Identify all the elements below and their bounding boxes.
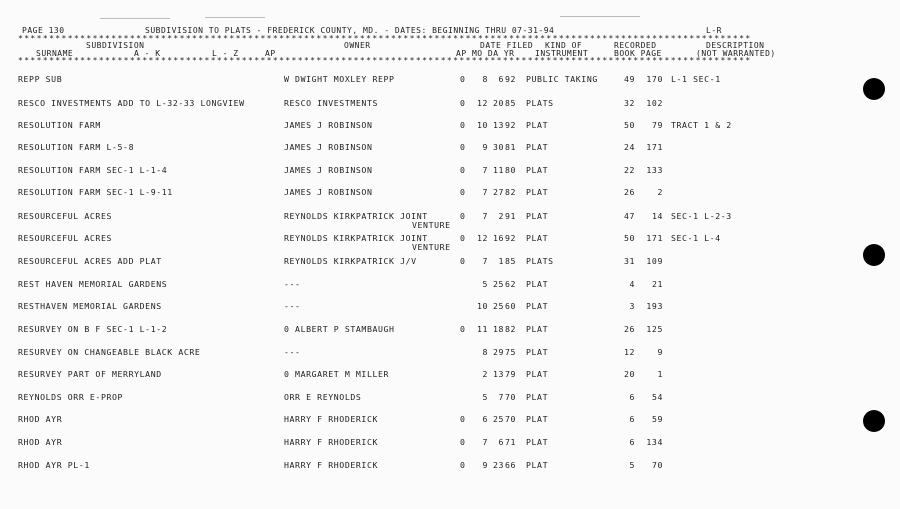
day-filed: 23 [492,460,504,470]
table-row [0,280,860,290]
year-filed: 60 [505,301,517,311]
month-filed: 7 [482,437,488,447]
instrument-kind: PLAT [526,324,549,334]
table-row [0,415,860,425]
page-number-ref: 125 [646,324,663,334]
table-row [0,302,860,312]
page-number-ref: 134 [646,437,663,447]
table-row [0,393,860,403]
page-number-ref: 21 [651,279,663,289]
owner-name: JAMES J ROBINSON [284,120,373,130]
table-row [0,370,860,380]
book-number: 6 [629,437,635,447]
owner-name: HARRY F RHODERICK [284,437,378,447]
col-recorded: RECORDED [614,41,657,50]
subdivision-name: RHOD AYR [18,437,63,447]
year-filed: 92 [505,233,517,243]
col-ap: AP [265,49,276,58]
page-number-ref: 102 [646,98,663,108]
book-number: 24 [623,142,635,152]
owner-name: JAMES J ROBINSON [284,142,373,152]
page-number-ref: 171 [646,233,663,243]
instrument-kind: PLAT [526,301,549,311]
instrument-kind: PLAT [526,392,549,402]
col-ap-mo-da-yr: AP MO DA YR [456,49,515,58]
table-row [0,438,860,448]
col-kind-of: KIND OF [545,41,583,50]
day-filed: 13 [492,120,504,130]
year-filed: 66 [505,460,517,470]
scan-smudge [205,17,265,18]
col-book-page: BOOK PAGE [614,49,662,58]
subdivision-name: RESURVEY PART OF MERRYLAND [18,369,162,379]
owner-name-continued: VENTURE [412,220,451,230]
table-row [0,75,860,85]
owner-name: HARRY F RHODERICK [284,460,378,470]
ap-code: 0 [460,233,466,243]
subdivision-name: RESURVEY ON CHANGEABLE BLACK ACRE [18,347,201,357]
ap-code: 0 [460,437,466,447]
book-number: 26 [623,324,635,334]
page-number-ref: 54 [651,392,663,402]
col-instrument: INSTRUMENT [535,49,589,58]
month-filed: 10 [476,301,488,311]
day-filed: 7 [498,392,504,402]
page-number-ref: 9 [657,347,663,357]
punch-hole [863,244,885,266]
instrument-kind: PLAT [526,460,549,470]
range-label: L-R [706,26,722,35]
instrument-kind: PLAT [526,165,549,175]
book-number: 31 [623,256,635,266]
table-row [0,461,860,471]
year-filed: 91 [505,211,517,221]
month-filed: 5 [482,279,488,289]
subdivision-name: RESOLUTION FARM SEC-1 L-9-11 [18,187,173,197]
table-row [0,211,860,230]
book-number: 50 [623,120,635,130]
day-filed: 11 [492,165,504,175]
table-row [0,188,860,198]
book-number: 32 [623,98,635,108]
subdivision-name: RHOD AYR [18,414,63,424]
year-filed: 79 [505,369,517,379]
day-filed: 16 [492,233,504,243]
owner-name: --- [284,301,301,311]
year-filed: 81 [505,142,517,152]
page-number-ref: 1 [657,369,663,379]
report-title: SUBDIVISION TO PLATS - FREDERICK COUNTY, MD. - DATES: BEGINNING THRU 07-31-94 [145,26,555,35]
instrument-kind: PLAT [526,233,549,243]
book-number: 3 [629,301,635,311]
instrument-kind: PLAT [526,187,549,197]
scan-smudge [560,16,640,17]
table-row [0,121,860,131]
col-l-z: L - Z [212,49,239,58]
subdivision-name: RESOURCEFUL ACRES ADD PLAT [18,256,162,266]
col-owner: OWNER [344,41,371,50]
ap-code: 0 [460,74,466,84]
ap-code: 0 [460,120,466,130]
book-number: 5 [629,460,635,470]
instrument-kind: PLAT [526,279,549,289]
col-a-k: A - K [134,49,161,58]
ap-code: 0 [460,414,466,424]
month-filed: 5 [482,392,488,402]
month-filed: 7 [482,256,488,266]
owner-name: HARRY F RHODERICK [284,414,378,424]
year-filed: 62 [505,279,517,289]
ap-code: 0 [460,187,466,197]
col-not-warranted: (NOT WARRANTED) [696,49,776,58]
month-filed: 9 [482,142,488,152]
page-number-ref: 2 [657,187,663,197]
subdivision-name: REPP SUB [18,74,63,84]
month-filed: 8 [482,74,488,84]
day-filed: 2 [498,211,504,221]
book-number: 6 [629,414,635,424]
owner-name: JAMES J ROBINSON [284,187,373,197]
ap-code: 0 [460,324,466,334]
day-filed: 20 [492,98,504,108]
subdivision-name: RESOURCEFUL ACRES [18,211,112,221]
day-filed: 25 [492,414,504,424]
book-number: 47 [623,211,635,221]
table-row [0,233,860,252]
month-filed: 10 [476,120,488,130]
table-row [0,143,860,153]
day-filed: 6 [498,74,504,84]
book-number: 22 [623,165,635,175]
day-filed: 25 [492,301,504,311]
day-filed: 6 [498,437,504,447]
ap-code: 0 [460,460,466,470]
col-date-filed: DATE FILED [480,41,534,50]
owner-name: ORR E REYNOLDS [284,392,362,402]
description: SEC-1 L-2-3 [671,211,732,221]
instrument-kind: PLAT [526,120,549,130]
owner-name: JAMES J ROBINSON [284,165,373,175]
year-filed: 85 [505,256,517,266]
scan-smudge [100,18,170,19]
subdivision-name: RESCO INVESTMENTS ADD TO L-32-33 LONGVIEW [18,98,245,108]
page-number-ref: 170 [646,74,663,84]
page-number-ref: 171 [646,142,663,152]
separator-top: ********************************************************************************************************************** [18,35,752,43]
year-filed: 85 [505,98,517,108]
book-number: 6 [629,392,635,402]
page-number-ref: 14 [651,211,663,221]
owner-name: W DWIGHT MOXLEY REPP [284,74,395,84]
table-row [0,325,860,335]
day-filed: 27 [492,187,504,197]
col-surname: SURNAME [36,49,74,58]
month-filed: 2 [482,369,488,379]
table-row [0,166,860,176]
ap-code: 0 [460,142,466,152]
year-filed: 92 [505,120,517,130]
ap-code: 0 [460,256,466,266]
owner-name: REYNOLDS KIRKPATRICK JOINT [284,233,428,243]
subdivision-name: RESOLUTION FARM [18,120,101,130]
page-number-ref: 79 [651,120,663,130]
page-number-ref: 133 [646,165,663,175]
month-filed: 6 [482,414,488,424]
col-subdivision: SUBDIVISION [86,41,145,50]
month-filed: 12 [476,98,488,108]
instrument-kind: PUBLIC TAKING [526,74,598,84]
instrument-kind: PLAT [526,211,549,221]
ap-code: 0 [460,211,466,221]
description: L-1 SEC-1 [671,74,721,84]
subdivision-name: RHOD AYR PL-1 [18,460,90,470]
subdivision-name: REYNOLDS ORR E-PROP [18,392,124,402]
subdivision-name: RESOURCEFUL ACRES [18,233,112,243]
ap-code: 0 [460,98,466,108]
book-number: 49 [623,74,635,84]
owner-name: RESCO INVESTMENTS [284,98,378,108]
description: SEC-1 L-4 [671,233,721,243]
separator-bottom: ********************************************************************************************************************** [18,57,752,65]
book-number: 26 [623,187,635,197]
day-filed: 29 [492,347,504,357]
subdivision-name: RESOLUTION FARM SEC-1 L-1-4 [18,165,168,175]
page-number-ref: 70 [651,460,663,470]
owner-name: --- [284,279,301,289]
book-number: 50 [623,233,635,243]
subdivision-name: REST HAVEN MEMORIAL GARDENS [18,279,168,289]
instrument-kind: PLAT [526,414,549,424]
subdivision-name: RESTHAVEN MEMORIAL GARDENS [18,301,162,311]
owner-name: 0 ALBERT P STAMBAUGH [284,324,395,334]
ap-code: 0 [460,165,466,175]
punch-hole [863,410,885,432]
year-filed: 82 [505,187,517,197]
instrument-kind: PLAT [526,369,549,379]
year-filed: 80 [505,165,517,175]
owner-name: 0 MARGARET M MILLER [284,369,390,379]
book-number: 4 [629,279,635,289]
instrument-kind: PLAT [526,142,549,152]
month-filed: 7 [482,165,488,175]
page-number-ref: 59 [651,414,663,424]
instrument-kind: PLAT [526,437,549,447]
page-number-ref: 109 [646,256,663,266]
subdivision-name: RESURVEY ON B F SEC-1 L-1-2 [18,324,168,334]
book-number: 20 [623,369,635,379]
punch-hole [863,78,885,100]
description: TRACT 1 & 2 [671,120,732,130]
month-filed: 7 [482,187,488,197]
book-number: 12 [623,347,635,357]
year-filed: 82 [505,324,517,334]
year-filed: 92 [505,74,517,84]
month-filed: 8 [482,347,488,357]
owner-name: REYNOLDS KIRKPATRICK JOINT [284,211,428,221]
day-filed: 25 [492,279,504,289]
month-filed: 12 [476,233,488,243]
subdivision-name: RESOLUTION FARM L-5-8 [18,142,135,152]
table-row [0,99,860,109]
day-filed: 1 [498,256,504,266]
instrument-kind: PLATS [526,98,554,108]
year-filed: 71 [505,437,517,447]
owner-name: REYNOLDS KIRKPATRICK J/V [284,256,417,266]
day-filed: 13 [492,369,504,379]
owner-name: --- [284,347,301,357]
page-number: PAGE 130 [22,26,65,35]
day-filed: 30 [492,142,504,152]
page-number-ref: 193 [646,301,663,311]
table-row [0,348,860,358]
month-filed: 11 [476,324,488,334]
instrument-kind: PLAT [526,347,549,357]
day-filed: 18 [492,324,504,334]
month-filed: 7 [482,211,488,221]
month-filed: 9 [482,460,488,470]
owner-name-continued: VENTURE [412,242,451,252]
col-description: DESCRIPTION [706,41,765,50]
year-filed: 75 [505,347,517,357]
year-filed: 70 [505,392,517,402]
year-filed: 70 [505,414,517,424]
instrument-kind: PLATS [526,256,554,266]
table-row [0,257,860,267]
